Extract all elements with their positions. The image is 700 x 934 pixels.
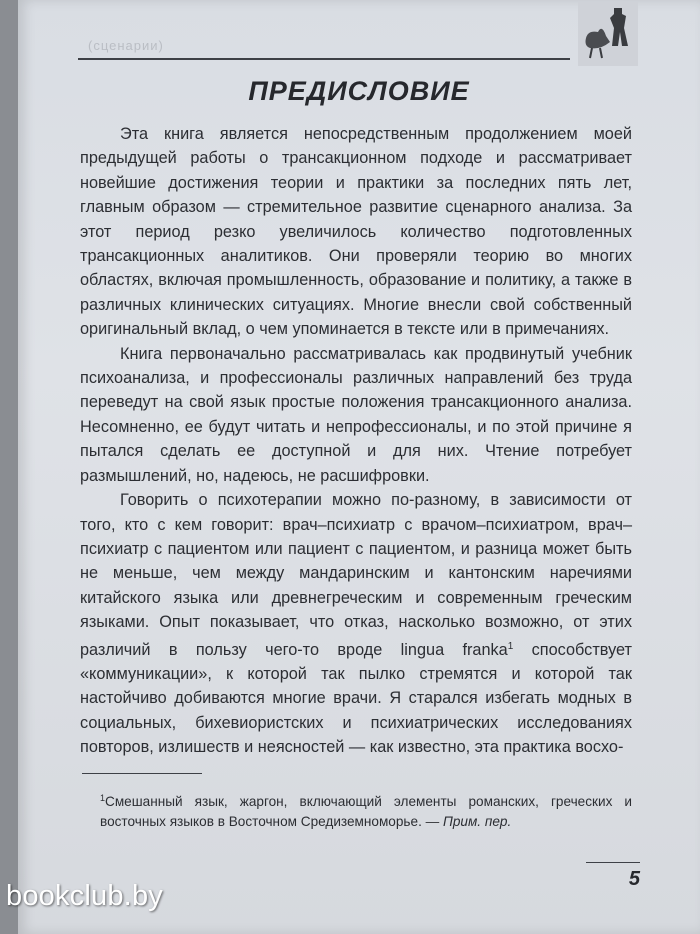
footnote-rule — [82, 773, 202, 774]
translator-note: — Прим. пер. — [425, 814, 512, 829]
faded-running-header: (сценарии) — [88, 38, 164, 53]
paragraph-3-end: способствует «коммуникации», к которой так пылко стремятся и которой так настойчиво добиваются многие врачи. Я старался избегать модных в социальных, бихевиористских и психиатрических исследованиях повторов, излишеств и неясностей — как известно, эта практика восхо- — [80, 640, 632, 757]
header-rule — [78, 58, 570, 60]
page-number-rule — [586, 862, 640, 863]
paragraph-2: Книга первоначально рассматривалась как продвинутый учебник психоанализа, и профессионалы различных направлений без труда переведут на свой язык простые положения трансакционного анализа. Несомненно, ее будут читать и непрофессионалы, и по этой причине я пытался сделать ее доступной и для них. Чтение потребует размышлений, но, надеюсь, не расшифровки. — [80, 344, 632, 485]
page-number: 5 — [628, 868, 640, 890]
footnote-text: Смешанный язык, жаргон, включающий элементы романских, греческих и восточных языков в Восточном Средиземноморье. — [100, 794, 632, 829]
body-text — [80, 122, 632, 760]
footnote — [100, 788, 632, 832]
paragraph-3-start: Говорить о психотерапии можно по-разному, в зависимости от того, кто с кем говорит: врач–психиатр с врачом–психиатром, врач–психиатр с пациентом или пациент с пациентом, и разница может быть не меньше, чем между мандаринским и кантонским наречиями китайского языка или древнегреческим и современным греческим языками. Опыт показывает, что отказ, насколько возможно, от этих различий в пользу чего-то вроде lingua franka — [80, 491, 632, 659]
footnote-mark: 1 — [100, 793, 106, 803]
footnote-reference: 1 — [507, 640, 514, 652]
book-page — [18, 0, 700, 934]
page-title: ПРЕДИСЛОВИЕ — [248, 76, 470, 106]
chapter-ornament-icon — [578, 2, 638, 66]
paragraph-3 — [80, 488, 632, 759]
paragraph-1: Эта книга является непосредственным продолжением моей предыдущей работы о трансакционном подходе и рассматривает новейшие достижения теории и практики за последних пять лет, главным образом — стремительное развитие сценарного анализа. За этот период резко увеличилось количество подготовленных трансакционных аналитиков. Они проверяли теорию во многих областях, включая промышленность, образование и политику, а также в различных клинических ситуациях. Многие внесли свой собственный оригинальный вклад, о чем упоминается в тексте или в примечаниях. — [80, 125, 632, 339]
site-watermark: bookclub.by — [6, 880, 163, 912]
